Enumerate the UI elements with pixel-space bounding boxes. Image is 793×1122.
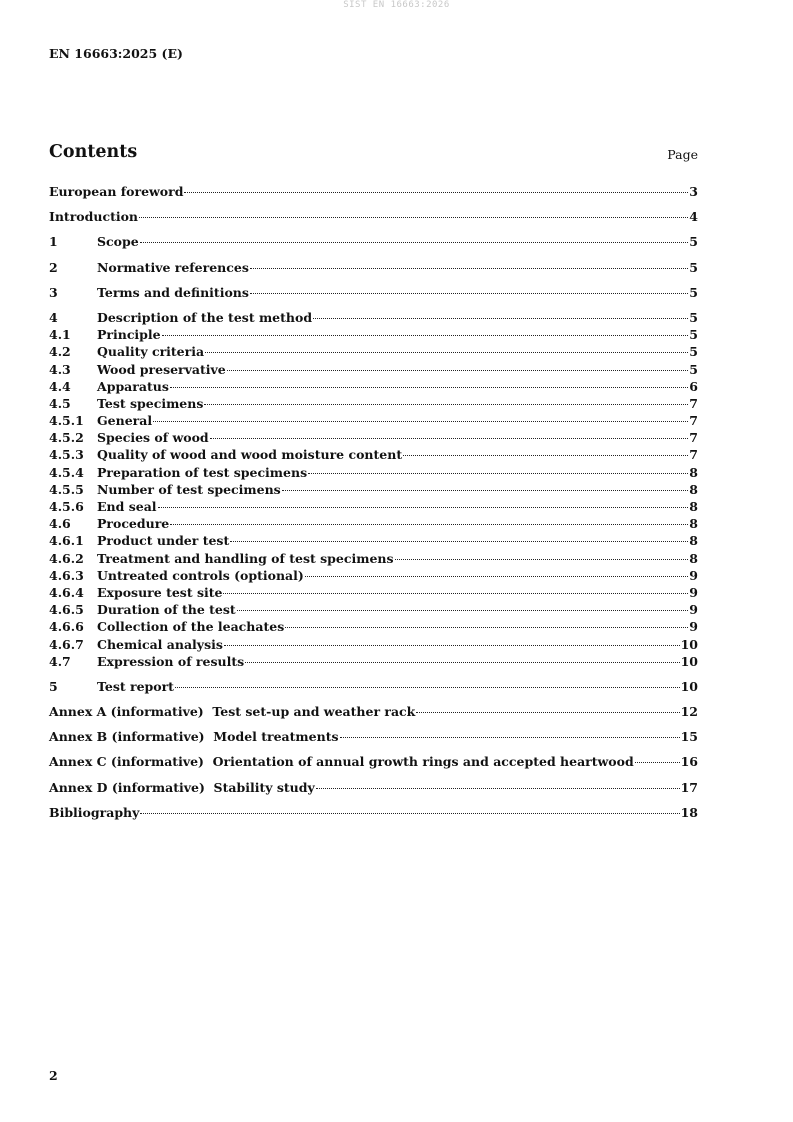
toc-entry[interactable] [49,551,698,568]
toc-entry[interactable] [49,344,698,361]
toc-entry[interactable] [49,362,698,379]
toc-entry-title: Untreated controls (optional) [97,567,304,583]
toc-entry[interactable] [49,465,698,482]
toc-entry-page: 9 [689,567,698,583]
toc-leader-dots [403,455,688,456]
toc-entry[interactable] [49,568,698,585]
toc-entry-number: 4.4 [49,378,71,394]
toc-entry-number: 4.7 [49,653,71,669]
toc-leader-dots [184,192,688,193]
toc-entry[interactable] [49,209,698,226]
toc-entry-page: 8 [689,533,698,549]
toc-entry[interactable] [49,516,698,533]
toc-entry-title: Bibliography [49,804,140,820]
toc-leader-dots [223,593,688,594]
toc-entry[interactable] [49,637,698,654]
toc-entry-number: 4.6.1 [49,533,84,549]
toc-leader-dots [158,507,689,508]
toc-leader-dots [313,318,688,319]
toc-entry[interactable] [49,602,698,619]
toc-entry-title: Test specimens [97,395,204,411]
toc-entry[interactable] [49,780,698,797]
toc-leader-dots [175,687,680,688]
toc-leader-dots [237,610,689,611]
toc-entry-title: Collection of the leachates [97,619,285,635]
toc-entry[interactable] [49,805,698,822]
document-id: EN 16663:2025 (E) [49,46,183,61]
toc-entry[interactable] [49,260,698,277]
toc-entry-title: Normative references [97,259,249,275]
toc-entry-title: Apparatus [97,378,169,394]
toc-entry-title: Annex A (informative) Test set-up and weather rack [49,704,416,720]
toc-entry-title: Test report [97,678,174,694]
toc-entry-page: 3 [689,184,698,199]
toc-entry-page: 5 [689,234,698,250]
toc-entry-title: Expression of results [97,653,245,669]
toc-entry-number: 2 [49,259,58,275]
toc-entry-page: 9 [689,584,698,600]
toc-leader-dots [285,627,688,628]
toc-entry-number: 4.6.6 [49,619,84,635]
toc-entry[interactable] [49,379,698,396]
toc-leader-dots [162,335,689,336]
toc-entry[interactable] [49,754,698,771]
toc-entry[interactable] [49,184,698,201]
toc-entry-page: 5 [689,259,698,275]
page-number: 2 [49,1068,58,1083]
toc-entry-page: 15 [680,729,698,745]
toc-leader-dots [250,293,688,294]
toc-entry-title: Preparation of test specimens [97,464,308,480]
toc-entry-title: Duration of the test [97,602,236,618]
toc-entry-number: 4.1 [49,327,71,343]
table-of-contents [49,184,698,822]
toc-entry-number: 4.5.1 [49,413,84,429]
toc-entry-page: 5 [689,309,698,325]
toc-leader-dots [205,352,688,353]
toc-leader-dots [250,268,688,269]
toc-entry-number: 4.6.4 [49,584,84,600]
toc-leader-dots [210,438,689,439]
toc-entry-number: 1 [49,234,58,250]
toc-entry-number: 4.3 [49,361,71,377]
toc-entry-number: 4.5.4 [49,464,84,480]
toc-entry[interactable] [49,285,698,302]
toc-entry-page: 8 [689,499,698,514]
toc-leader-dots [416,712,679,713]
toc-entry-number: 4.5 [49,395,71,411]
toc-entry-title: Principle [97,327,161,343]
toc-entry-page: 12 [680,704,698,720]
toc-leader-dots [204,404,688,405]
toc-entry-number: 4.6 [49,516,71,532]
toc-leader-dots [170,524,688,525]
toc-entry[interactable] [49,679,698,696]
toc-leader-dots [395,559,689,560]
toc-entry-title: European foreword [49,184,184,199]
toc-entry-number: 4.5.5 [49,481,84,497]
toc-entry[interactable] [49,396,698,413]
toc-entry[interactable] [49,430,698,447]
toc-entry-title: Quality of wood and wood moisture content [97,447,403,463]
toc-entry-page: 4 [689,209,698,225]
toc-leader-dots [140,813,679,814]
toc-entry-number: 4.6.7 [49,636,84,652]
toc-entry-page: 7 [689,395,698,411]
toc-entry-page: 8 [689,464,698,480]
toc-entry-page: 6 [689,378,698,394]
toc-leader-dots [282,490,689,491]
toc-entry-page: 5 [689,344,698,360]
toc-entry-page: 10 [680,653,698,669]
toc-entry[interactable] [49,413,698,430]
toc-entry-page: 16 [680,754,698,770]
toc-entry-number: 4.5.3 [49,447,84,463]
toc-entry-title: Number of test specimens [97,481,281,497]
toc-entry-page: 9 [689,602,698,618]
toc-leader-dots [316,788,680,789]
toc-entry-title: Quality criteria [97,344,205,360]
toc-leader-dots [227,370,689,371]
toc-entry-title: Procedure [97,516,170,532]
toc-entry[interactable] [49,619,698,636]
toc-entry-title: Wood preservative [97,361,226,377]
toc-entry[interactable] [49,533,698,550]
toc-entry-page: 7 [689,447,698,463]
toc-entry-number: 4.5.6 [49,499,84,514]
toc-leader-dots [305,576,689,577]
toc-entry[interactable] [49,499,698,516]
toc-entry-number: 4.6.2 [49,550,84,566]
toc-entry-title: General [97,413,153,429]
toc-entry-title: Scope [97,234,139,250]
toc-entry-page: 5 [689,361,698,377]
toc-leader-dots [153,421,688,422]
toc-entry-number: 4.6.5 [49,602,84,618]
toc-leader-dots [245,662,679,663]
toc-entry-page: 8 [689,550,698,566]
toc-entry-number: 4.5.2 [49,430,84,446]
toc-entry-page: 18 [680,804,698,820]
toc-entry[interactable] [49,654,698,671]
toc-entry-title: Exposure test site [97,584,223,600]
toc-leader-dots [635,762,680,763]
toc-entry-page: 5 [689,284,698,300]
watermark: SIST EN 16663:2026 [343,0,450,10]
toc-entry-page: 17 [680,779,698,795]
toc-entry-title: Annex B (informative) Model treatments [49,729,339,745]
toc-entry[interactable] [49,729,698,746]
toc-entry[interactable] [49,704,698,721]
toc-entry[interactable] [49,585,698,602]
toc-leader-dots [340,737,680,738]
toc-entry[interactable] [49,327,698,344]
toc-entry-title: Treatment and handling of test specimens [97,550,394,566]
toc-leader-dots [230,541,688,542]
toc-entry[interactable] [49,234,698,251]
toc-entry-title: Annex C (informative) Orientation of annual growth rings and accepted heartwood [49,754,634,770]
toc-entry-number: 5 [49,678,58,694]
toc-entry[interactable] [49,482,698,499]
toc-leader-dots [170,387,688,388]
toc-entry-title: Species of wood [97,430,209,446]
toc-entry-number: 4 [49,309,58,325]
toc-entry-page: 7 [689,413,698,429]
toc-entry-title: Description of the test method [97,309,313,325]
toc-entry-number: 4.6.3 [49,567,84,583]
toc-entry-title: Annex D (informative) Stability study [49,779,315,795]
toc-entry-title: Introduction [49,209,139,225]
page-column-label: Page [667,147,698,162]
toc-entry-page: 10 [680,636,698,652]
toc-entry-page: 10 [680,678,698,694]
toc-entry[interactable] [49,447,698,464]
toc-entry[interactable] [49,310,698,327]
toc-leader-dots [140,242,689,243]
toc-entry-title: Chemical analysis [97,636,223,652]
toc-entry-page: 8 [689,481,698,497]
toc-leader-dots [224,645,680,646]
toc-entry-title: Product under test [97,533,230,549]
toc-leader-dots [139,217,688,218]
toc-entry-number: 3 [49,284,58,300]
toc-entry-title: Terms and definitions [97,284,249,300]
toc-entry-page: 9 [689,619,698,635]
toc-entry-page: 7 [689,430,698,446]
toc-leader-dots [308,473,688,474]
contents-heading: Contents [49,142,138,162]
toc-entry-page: 8 [689,516,698,532]
toc-entry-page: 5 [689,327,698,343]
toc-entry-number: 4.2 [49,344,71,360]
toc-entry-title: End seal [97,499,157,514]
